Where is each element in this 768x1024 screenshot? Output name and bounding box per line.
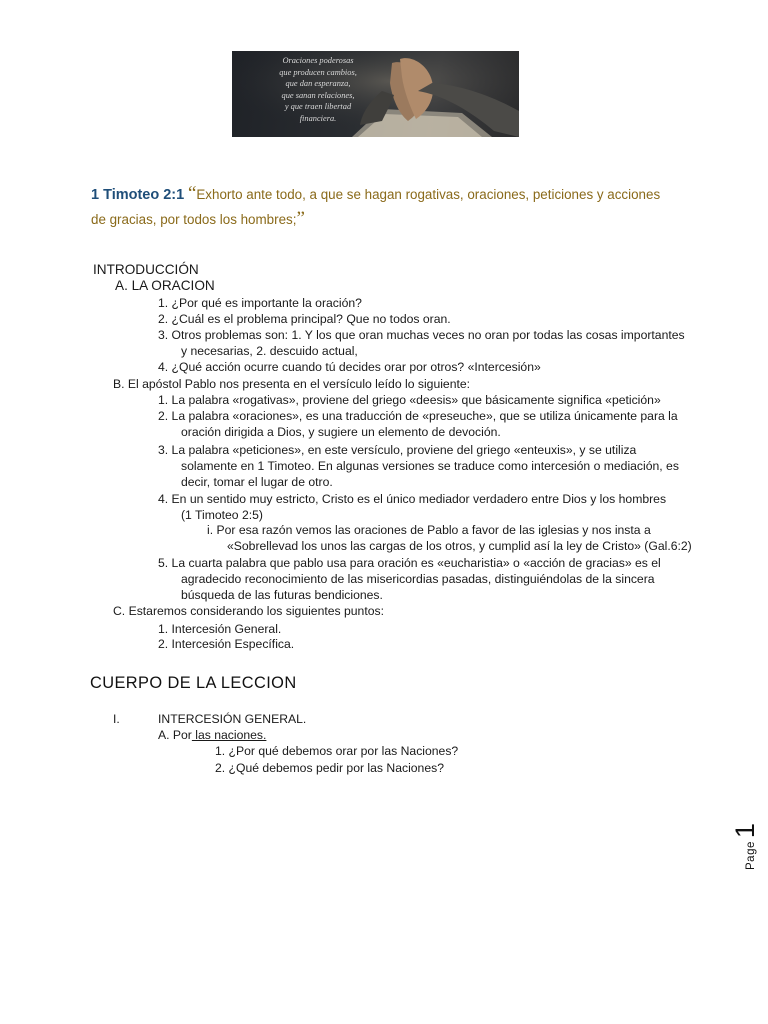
list-item: 5. La cuarta palabra que pablo usa para oración es «eucharistia» o «acción de gracias» es el [158,556,661,570]
verse-reference: 1 Timoteo 2:1 [91,187,185,203]
list-item-continuation: y necesarias, 2. descuido actual, [181,344,358,358]
banner-line: y que traen libertad [284,102,352,112]
list-item: 2. Intercesión Específica. [158,637,295,651]
page-number [730,823,761,870]
list-item: 1. Intercesión General. [158,622,282,636]
list-item-continuation: agradecido reconocimiento de las misericordias pasadas, distinguiéndolas de la sincera [181,572,655,586]
open-quote: “ [187,183,197,204]
question-item: 2. ¿Qué debemos pedir por las Naciones? [215,761,444,775]
section-b-heading: B. El apóstol Pablo nos presenta en el versículo leído lo siguiente: [113,377,471,391]
body-title: CUERPO DE LA LECCION [90,674,297,692]
section-c-heading: C. Estaremos considerando los siguientes puntos: [113,604,384,618]
list-item-continuation: solamente en 1 Timoteo. En algunas versiones se traduce como intercesión o mediación, es [181,459,679,473]
section-title: INTERCESIÓN GENERAL. [158,712,307,726]
verse-line-2 [91,208,305,230]
nations-link: las naciones. [191,728,267,742]
verse-line-1 [91,183,660,205]
list-item: 1. ¿Por qué es importante la oración? [158,296,362,310]
subsection-a [158,728,266,742]
list-item-continuation: oración dirigida a Dios, y sugiere un elemento de devoción. [181,425,501,439]
list-item: 4. En un sentido muy estricto, Cristo es el único mediador verdadero entre Dios y los hombres [158,492,667,506]
page-number-value: 1 [730,823,760,839]
question-item: 1. ¿Por qué debemos orar por las Naciones? [215,744,459,758]
roman-numeral: I. [113,712,120,726]
list-item-continuation: (1 Timoteo 2:5) [181,508,263,522]
verse-text-2: de gracias, por todos los hombres; [91,212,297,227]
list-item: 1. La palabra «rogativas», proviene del griego «deesis» que básicamente significa «petición» [158,393,661,407]
list-item: 2. ¿Cuál es el problema principal? Que no todos oran. [158,312,451,326]
list-item-continuation: decir, tomar el lugar de otro. [181,475,333,489]
list-item: 2. La palabra «oraciones», es una traducción de «preseuche», que se utiliza únicamente para la [158,409,678,423]
banner-image [232,51,519,137]
list-item: 3. La palabra «peticiones», en este versículo, proviene del griego «enteuxis», y se utiliza [158,443,637,457]
section-a-heading: A. LA ORACION [115,278,215,293]
banner-line: que sanan relaciones, [281,90,355,100]
list-item: 3. Otros problemas son: 1. Y los que oran muchas veces no oran por todas las cosas importantes [158,328,685,342]
close-quote: ” [296,208,305,229]
page-label: Page [745,841,757,870]
banner-line: que producen cambios, [279,67,357,77]
list-item-continuation: búsqueda de las futuras bendiciones. [181,588,383,602]
sub-list-item-continuation: «Sobrellevad los unos las cargas de los otros, y cumplid así la ley de Cristo» (Gal.6:2) [227,539,692,553]
banner-caption [256,55,380,125]
subsection-a-prefix: A. Por [158,728,192,742]
sub-list-item: i. Por esa razón vemos las oraciones de Pablo a favor de las iglesias y nos insta a [207,523,651,537]
intro-title: INTRODUCCIÓN [93,262,199,277]
list-item: 4. ¿Qué acción ocurre cuando tú decides orar por otros? «Intercesión» [158,360,541,374]
banner-line: financiera. [299,113,337,123]
verse-text-1: Exhorto ante todo, a que se hagan rogativas, oraciones, peticiones y acciones [196,187,661,202]
banner-line: Oraciones poderosas [282,56,354,65]
banner-line: que dan esperanza, [285,79,351,89]
